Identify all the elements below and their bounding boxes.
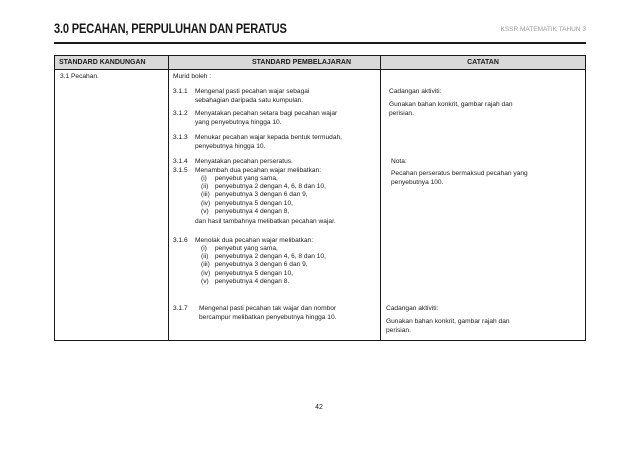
- list-item: 3.1.2 Menyatakan pecahan setara bagi pecahan wajar yang penyebutnya hingga 10.: [173, 110, 338, 126]
- column-header-notes: CATATAN: [467, 59, 499, 66]
- sublist: [201, 245, 326, 286]
- sublist-row: (iv) penyebutnya 5 dengan 10,: [201, 199, 293, 207]
- column-header-content-standard: STANDARD KANDUNGAN: [59, 59, 146, 66]
- page-number: 42: [315, 404, 323, 411]
- note-nota: Nota: Pecahan perseratus bermaksud pecahan yang penyebutnya 100.: [391, 158, 528, 186]
- sublist-row: (iv) penyebutnya 5 dengan 10,: [201, 269, 293, 277]
- sublist-row: (ii) penyebutnya 2 dengan 4, 6, 8 dan 10,: [201, 183, 326, 191]
- sublist-row: (i) penyebut yang sama,: [201, 245, 278, 252]
- learning-intro: Murid boleh :: [173, 73, 212, 80]
- list-item: 3.1.5 Menambah dua pecahan wajar melibatkan:: [173, 167, 322, 174]
- sublist-row: (v) penyebutnya 4 dengan 8.: [201, 277, 290, 285]
- content-standard-cell: 3.1 Pecahan.: [60, 73, 99, 80]
- sublist-row: (i) penyebut yang sama,: [201, 175, 278, 182]
- table-header-row: [55, 56, 585, 70]
- list-item: 3.1.1 Mengenal pasti pecahan wajar sebagai sebahagian daripada satu kumpulan.: [173, 88, 310, 104]
- page-header: [54, 20, 586, 44]
- list-item: 3.1.4 Menyatakan pecahan perseratus.: [173, 158, 293, 165]
- column-header-learning-standard: STANDARD PEMBELAJARAN: [251, 59, 352, 66]
- note-activity: Cadangan aktiviti: Gunakan bahan konkrit, gambar rajah dan perisian.: [386, 305, 510, 334]
- list-item: 3.1.7 Mengenal pasti pecahan tak wajar dan nombor bercampur melibatkan penyebutnya hingga 10.: [173, 305, 337, 321]
- sublist-row: (v) penyebutnya 4 dengan 8,: [201, 207, 290, 215]
- document-title: 3.0 PECAHAN, PERPULUHAN DAN PERATUS: [54, 21, 287, 36]
- sublist-tail: dan hasil tambahnya melibatkan pecahan wajar.: [195, 218, 336, 225]
- list-item: 3.1.3 Menukar pecahan wajar kepada bentuk termudah, penyebutnya hingga 10.: [173, 134, 342, 150]
- sublist-row: (ii) penyebutnya 2 dengan 4, 6, 8 dan 10,: [201, 253, 326, 261]
- sublist-row: (iii) penyebutnya 3 dengan 6 dan 9,: [201, 191, 308, 199]
- column-divider: [380, 56, 381, 340]
- document-subtitle: KSSR MATEMATIK TAHUN 3: [500, 26, 586, 33]
- sublist-row: (iii) penyebutnya 3 dengan 6 dan 9,: [201, 261, 308, 269]
- sublist: [201, 175, 326, 216]
- note-activity: Cadangan aktiviti: Gunakan bahan konkrit, gambar rajah dan perisian.: [389, 88, 513, 117]
- curriculum-table: [54, 55, 586, 341]
- column-divider: [168, 56, 169, 340]
- list-item: 3.1.6 Menolak dua pecahan wajar melibatkan:: [173, 237, 314, 244]
